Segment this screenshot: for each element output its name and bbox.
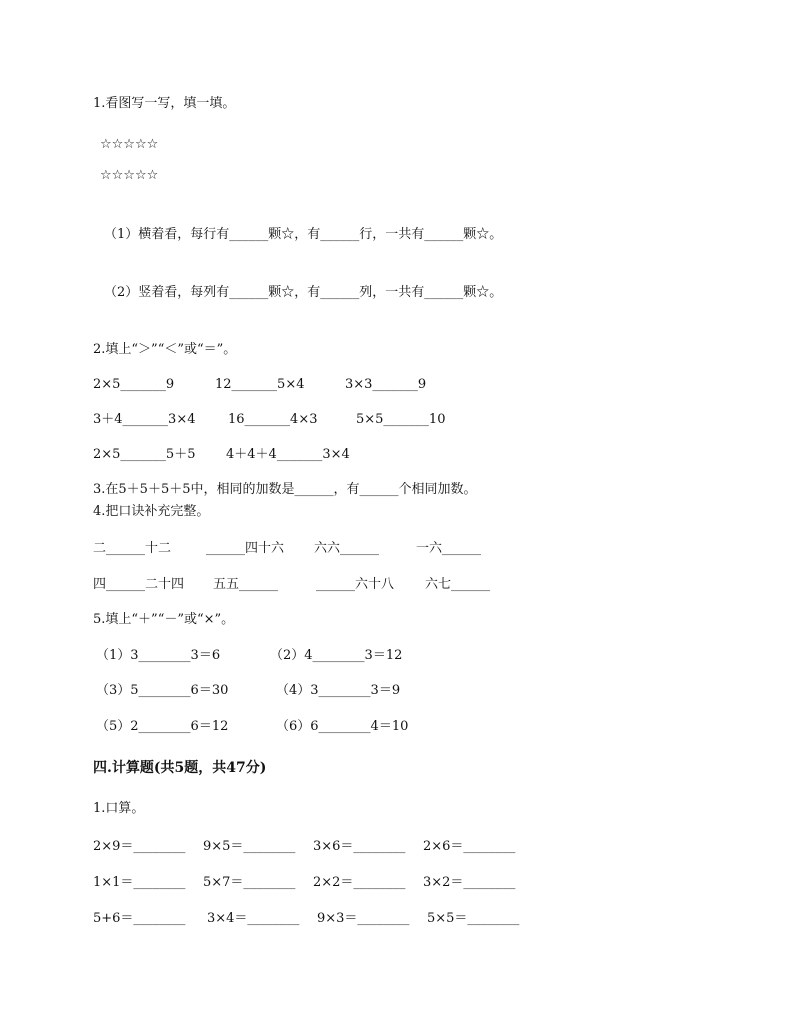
calc-item: 1×1＝________ (93, 875, 186, 890)
q1-title: 1.看图写一写，填一填。 (93, 96, 236, 111)
q5-item: （1）3________3＝6 (96, 648, 221, 663)
q2-item: 5×5_______10 (356, 412, 446, 427)
q4-title: 4.把口诀补充完整。 (93, 504, 210, 519)
q5-item: （4）3________3＝9 (276, 683, 401, 698)
calc-item: 9×5＝________ (203, 839, 296, 854)
calc-item: 2×2＝________ (313, 875, 406, 890)
q4-item: 二______十二 (93, 541, 172, 556)
q1-sub2: （2）竖着看，每列有______颗☆，有______列，一共有______颗☆。 (104, 285, 503, 300)
q4-item: 六六______ (314, 541, 380, 556)
stars-row-1: ☆☆☆☆☆ (100, 137, 159, 152)
q2-item: 4＋4＋4_______3×4 (226, 447, 350, 462)
q5-title: 5.填上“＋”“－”或“×”。 (93, 612, 235, 627)
q4-item: 五五______ (213, 577, 279, 592)
q4-item: ______六十八 (316, 577, 395, 592)
calc-item: 5+6＝________ (93, 911, 186, 926)
calc-item: 2×9＝________ (93, 839, 186, 854)
q2-title: 2.填上“＞”“＜”或“＝”。 (93, 342, 237, 357)
section4-q1-title: 1.口算。 (93, 801, 145, 816)
q4-item: 四______二十四 (93, 577, 185, 592)
q2-item: 16_______4×3 (228, 412, 318, 427)
q5-item: （2）4________3＝12 (270, 648, 403, 663)
calc-item: 5×5＝________ (427, 911, 520, 926)
calc-item: 5×7＝________ (203, 875, 296, 890)
q2-item: 2×5_______9 (93, 377, 175, 392)
q5-item: （6）6________4＝10 (276, 719, 409, 734)
q2-item: 12_______5×4 (215, 377, 305, 392)
calc-item: 9×3＝________ (317, 911, 410, 926)
calc-item: 2×6＝________ (423, 839, 516, 854)
calc-item: 3×2＝________ (423, 875, 516, 890)
q4-item: 六七______ (425, 577, 491, 592)
calc-item: 3×4＝________ (207, 911, 300, 926)
q2-item: 2×5_______5＋5 (93, 447, 196, 462)
q2-item: 3＋4_______3×4 (93, 412, 196, 427)
stars-row-2: ☆☆☆☆☆ (100, 168, 159, 183)
q5-item: （3）5________6＝30 (96, 683, 229, 698)
section-heading: 四.计算题(共5题，共47分) (93, 760, 267, 776)
q5-item: （5）2________6＝12 (96, 719, 229, 734)
q2-item: 3×3_______9 (345, 377, 427, 392)
q3-text: 3.在5＋5＋5＋5中，相同的加数是______，有______个相同加数。 (93, 482, 477, 497)
calc-item: 3×6＝________ (313, 839, 406, 854)
q1-sub1: （1）横着看，每行有______颗☆，有______行，一共有______颗☆。 (104, 227, 503, 242)
q4-item: ______四十六 (206, 541, 285, 556)
q4-item: 一六______ (416, 541, 482, 556)
